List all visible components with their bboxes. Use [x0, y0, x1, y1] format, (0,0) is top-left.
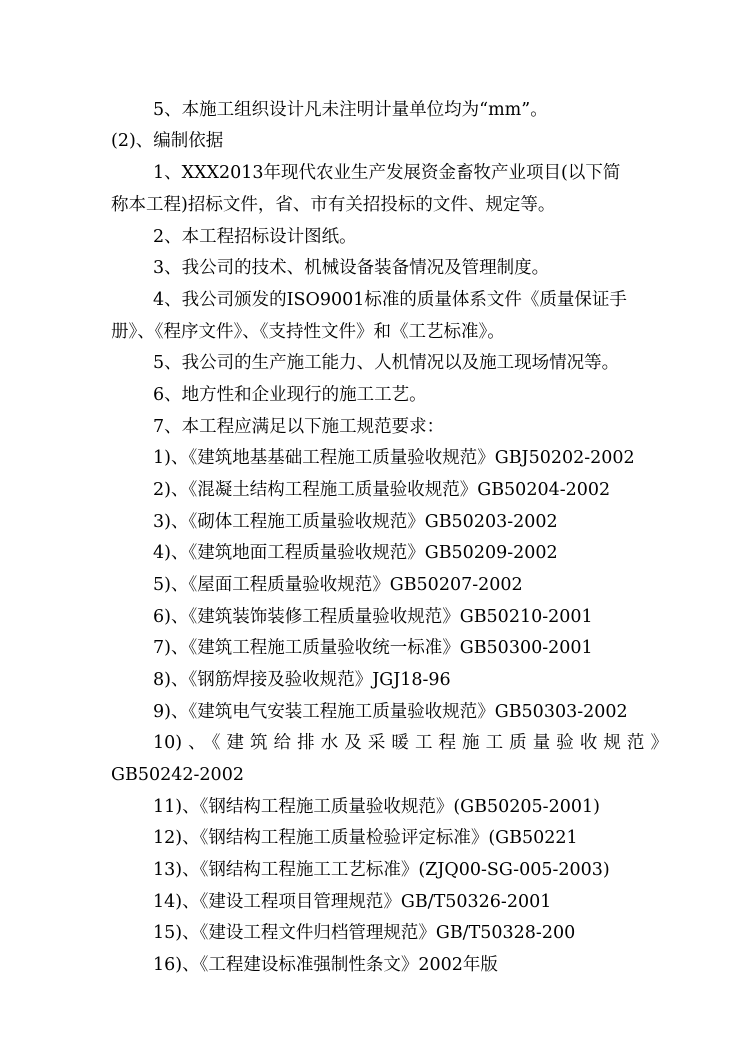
list-item: 7)、《建筑工程施工质量验收统一标准》GB50300-2001 [153, 638, 593, 658]
list-item: 15)、《建设工程文件归档管理规范》GB/T50328-200 [153, 923, 576, 943]
paragraph-line: 5、我公司的生产施工能力、人机情况以及施工现场情况等。 [153, 353, 620, 373]
list-item: 2)、《混凝土结构工程施工质量验收规范》GB50204-2002 [153, 480, 611, 500]
section-heading: (2)、编制依据 [111, 131, 224, 151]
list-item: 6)、《建筑装饰装修工程质量验收规范》GB50210-2001 [153, 607, 593, 627]
paragraph-line: 称本工程)招标文件，省、市有关招投标的文件、规定等。 [111, 195, 556, 215]
paragraph-line: 1、XXX2013年现代农业生产发展资金畜牧产业项目(以下简 [153, 163, 621, 183]
paragraph-line: 4、我公司颁发的ISO9001标准的质量体系文件《质量保证手 [153, 290, 627, 310]
paragraph-line: 7、本工程应满足以下施工规范要求： [153, 417, 445, 437]
list-item: 10)、《建筑给排水及采暖工程施工质量验收规范》 [153, 733, 668, 753]
paragraph-line: 册》、《程序文件》、《支持性文件》和《工艺标准》。 [111, 322, 505, 342]
paragraph-line: 3、我公司的技术、机械设备装备情况及管理制度。 [153, 258, 550, 278]
list-item: 3)、《砌体工程施工质量验收规范》GB50203-2002 [153, 512, 558, 532]
list-item: 14)、《建设工程项目管理规范》GB/T50326-2001 [153, 892, 552, 912]
list-item: 16)、《工程建设标准强制性条文》2002年版 [153, 955, 498, 975]
paragraph-line: 6、地方性和企业现行的施工工艺。 [153, 385, 427, 405]
list-item-continuation: GB50242-2002 [111, 765, 244, 785]
list-item: 1)、《建筑地基基础工程施工质量验收规范》GBJ50202-2002 [153, 448, 635, 468]
list-item: 11)、《钢结构工程施工质量验收规范》(GB50205-2001) [153, 797, 600, 817]
list-item: 8)、《钢筋焊接及验收规范》JGJ18-96 [153, 670, 451, 690]
list-item: 4)、《建筑地面工程质量验收规范》GB50209-2002 [153, 543, 558, 563]
list-item: 12)、《钢结构工程施工质量检验评定标准》(GB50221 [153, 828, 578, 848]
paragraph-line: 5、本施工组织设计凡未注明计量单位均为“mm”。 [153, 100, 548, 120]
paragraph-line: 2、本工程招标设计图纸。 [153, 227, 357, 247]
list-item: 5)、《屋面工程质量验收规范》GB50207-2002 [153, 575, 523, 595]
list-item: 9)、《建筑电气安装工程施工质量验收规范》GB50303-2002 [153, 702, 628, 722]
list-item: 13)、《钢结构工程施工工艺标准》(ZJQ00-SG-005-2003) [153, 860, 610, 880]
